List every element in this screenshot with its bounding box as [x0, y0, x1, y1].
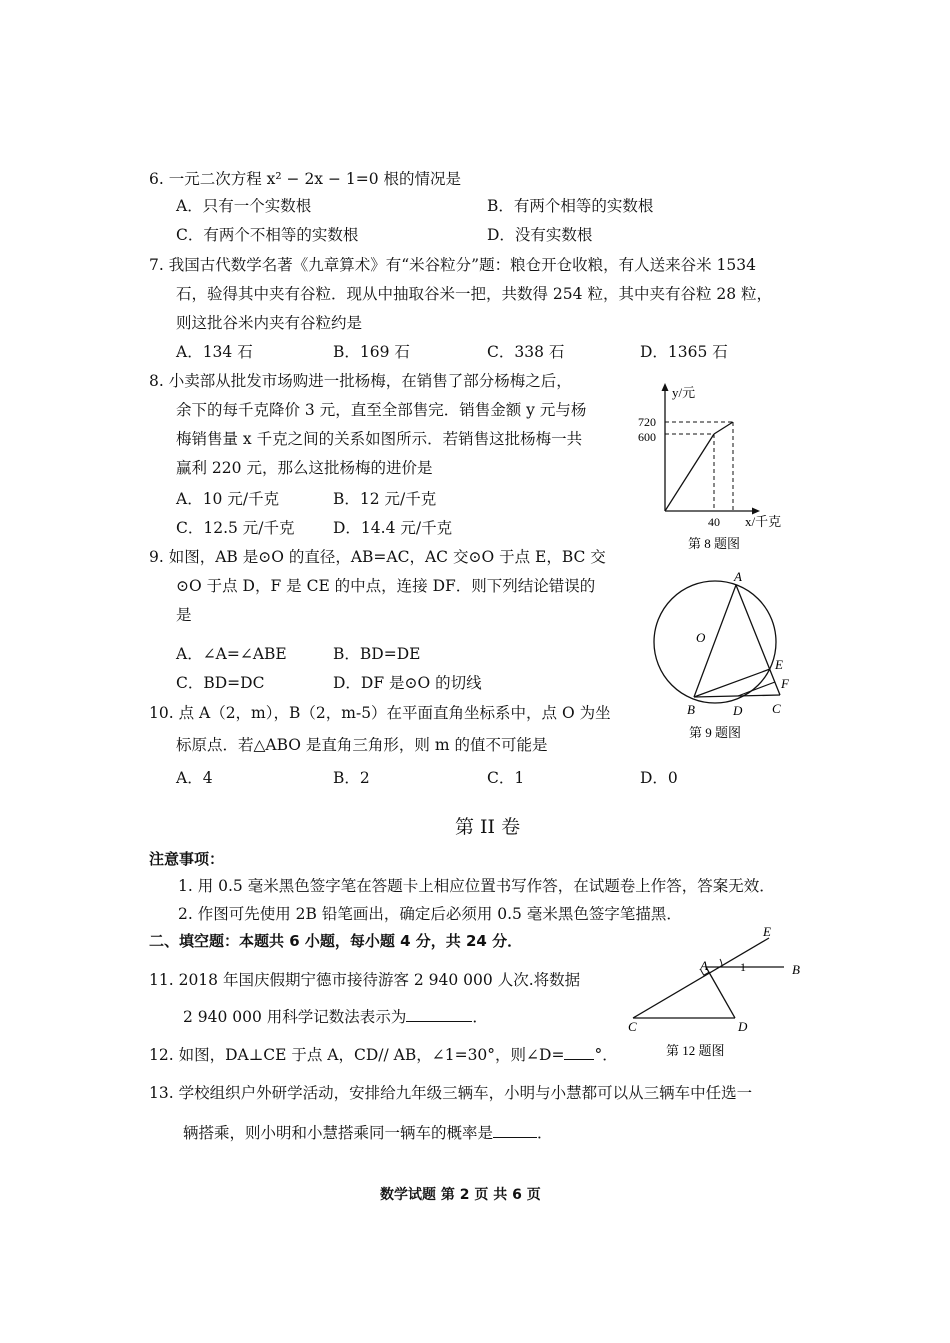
q8-line-1: 8. 小卖部从批发市场购进一批杨梅，在销售了部分杨梅之后，	[149, 372, 572, 390]
q9-option-c: C．BD=DC	[176, 674, 265, 692]
line-bc	[694, 695, 780, 697]
figure-8-graph	[630, 380, 800, 555]
q11-line-2	[183, 1007, 488, 1027]
label-b: B	[792, 962, 800, 977]
label-d: D	[738, 1019, 748, 1034]
tick-720: 720	[638, 415, 656, 429]
y-axis-label: y/元	[672, 385, 696, 400]
q13-line-2	[183, 1123, 553, 1143]
q9-option-a: A．∠A=∠ABE	[176, 645, 287, 663]
q8-line-4: 赢利 220 元，那么这批杨梅的进价是	[176, 459, 433, 477]
q8-option-b: B．12 元/千克	[333, 490, 437, 508]
y-axis-arrow	[662, 383, 669, 391]
q7-option-a: A．134 石	[176, 343, 253, 361]
q11-end: ．	[472, 1008, 488, 1026]
note-1: 1. 用 0.5 毫米黑色签字笔在答题卡上相应位置书写作答，在试题卷上作答，答案无效．	[178, 877, 775, 895]
q9-option-b: B．BD=DE	[333, 645, 421, 663]
figure-9-circle	[640, 565, 810, 745]
q10-option-c: C．1	[487, 769, 525, 787]
label-d: D	[733, 703, 743, 718]
q7-option-d: D．1365 石	[640, 343, 728, 361]
q12-end: °．	[594, 1046, 618, 1064]
line-ad	[706, 967, 735, 1018]
q13-end: ．	[537, 1124, 553, 1142]
label-b: B	[687, 702, 695, 717]
q7-line-3: 则这批谷米内夹有谷粒约是	[176, 314, 363, 332]
q8-option-a: A．10 元/千克	[176, 490, 280, 508]
figure-12-caption: 第 12 题图	[666, 1043, 725, 1058]
tick-600: 600	[638, 430, 656, 444]
line-df	[738, 682, 775, 696]
figure-9-caption: 第 9 题图	[689, 725, 742, 740]
q6-option-a: A．只有一个实数根	[176, 197, 312, 215]
line-ce	[633, 938, 769, 1018]
tick-40: 40	[708, 515, 720, 529]
page-footer: 数学试题 第 2 页 共 6 页	[380, 1187, 541, 1203]
q10-line-2: 标原点．若△ABO 是直角三角形，则 m 的值不可能是	[176, 736, 548, 754]
q10-option-a: A．4	[176, 769, 213, 787]
label-e: E	[775, 657, 783, 672]
q6-option-d: D．没有实数根	[487, 226, 593, 244]
label-c: C	[628, 1019, 637, 1034]
q9-line-2: ⊙O 于点 D，F 是 CE 的中点，连接 DF．则下列结论错误的	[176, 577, 596, 595]
q10-option-b: B．2	[333, 769, 370, 787]
figure-8-caption: 第 8 题图	[688, 536, 741, 551]
label-o: O	[696, 630, 706, 645]
section-fill-in-title: 二、填空题：本题共 6 小题，每小题 4 分，共 24 分．	[149, 932, 523, 950]
graph-segment-2	[714, 422, 733, 434]
q9-line-3: 是	[176, 606, 192, 624]
label-angle-1: 1	[740, 960, 746, 974]
label-c: C	[772, 701, 781, 716]
q13-line-1: 13. 学校组织户外研学活动，安排给九年级三辆车，小明与小慧都可以从三辆车中任选一	[149, 1084, 753, 1102]
q6-stem: 6. 一元二次方程 x² − 2x − 1=0 根的情况是	[149, 170, 462, 188]
q10-line-1: 10. 点 A（2，m），B（2，m-5）在平面直角坐标系中，点 O 为坐	[149, 704, 611, 722]
q8-line-3: 梅销售量 x 千克之间的关系如图所示．若销售这批杨梅一共	[176, 430, 583, 448]
part-2-title: 第 II 卷	[455, 816, 521, 838]
q7-line-2: 石，验得其中夹有谷粒．现从中抽取谷米一把，共数得 254 粒，其中夹有谷粒 28 粒，	[176, 285, 773, 303]
q6-option-c: C．有两个不相等的实数根	[176, 226, 359, 244]
label-e: E	[763, 924, 771, 939]
note-2: 2. 作图可先使用 2B 铅笔画出，确定后必须用 0.5 毫米黑色签字笔描黑．	[178, 905, 682, 923]
q12-answer-blank[interactable]	[564, 1045, 594, 1060]
q6-option-b: B．有两个相等的实数根	[487, 197, 654, 215]
label-a: A	[700, 958, 708, 973]
x-axis-label: x/千克	[745, 514, 782, 529]
q11-line-2-text: 2 940 000 用科学记数法表示为	[183, 1008, 407, 1026]
graph-segment-1	[665, 434, 714, 511]
figure-12-diagram	[620, 920, 820, 1065]
q9-option-d: D．DF 是⊙O 的切线	[333, 674, 482, 692]
q12-line	[149, 1045, 618, 1065]
q8-option-c: C．12.5 元/千克	[176, 519, 295, 537]
q8-line-2: 余下的每千克降价 3 元，直至全部售完．销售金额 y 元与杨	[176, 401, 587, 419]
q7-option-b: B．169 石	[333, 343, 410, 361]
q8-option-d: D．14.4 元/千克	[333, 519, 453, 537]
q7-option-c: C．338 石	[487, 343, 565, 361]
q13-answer-blank[interactable]	[493, 1123, 537, 1138]
q13-line-2-text: 辆搭乘，则小明和小慧搭乘同一辆车的概率是	[183, 1124, 494, 1142]
notes-title: 注意事项：	[149, 850, 225, 868]
line-be	[694, 669, 770, 697]
q9-line-1: 9. 如图，AB 是⊙O 的直径，AB=AC，AC 交⊙O 于点 E，BC 交	[149, 548, 606, 566]
label-a: A	[734, 569, 742, 584]
q7-line-1: 7. 我国古代数学名著《九章算术》有“米谷粒分”题：粮仓开仓收粮，有人送来谷米 1534	[149, 256, 756, 274]
label-f: F	[781, 676, 789, 691]
q11-line-1: 11. 2018 年国庆假期宁德市接待游客 2 940 000 人次.将数据	[149, 971, 581, 989]
q11-answer-blank[interactable]	[406, 1007, 472, 1022]
q10-option-d: D．0	[640, 769, 678, 787]
q12-stem: 12. 如图，DA⊥CE 于点 A，CD// AB，∠1=30°，则∠D=	[149, 1046, 565, 1064]
